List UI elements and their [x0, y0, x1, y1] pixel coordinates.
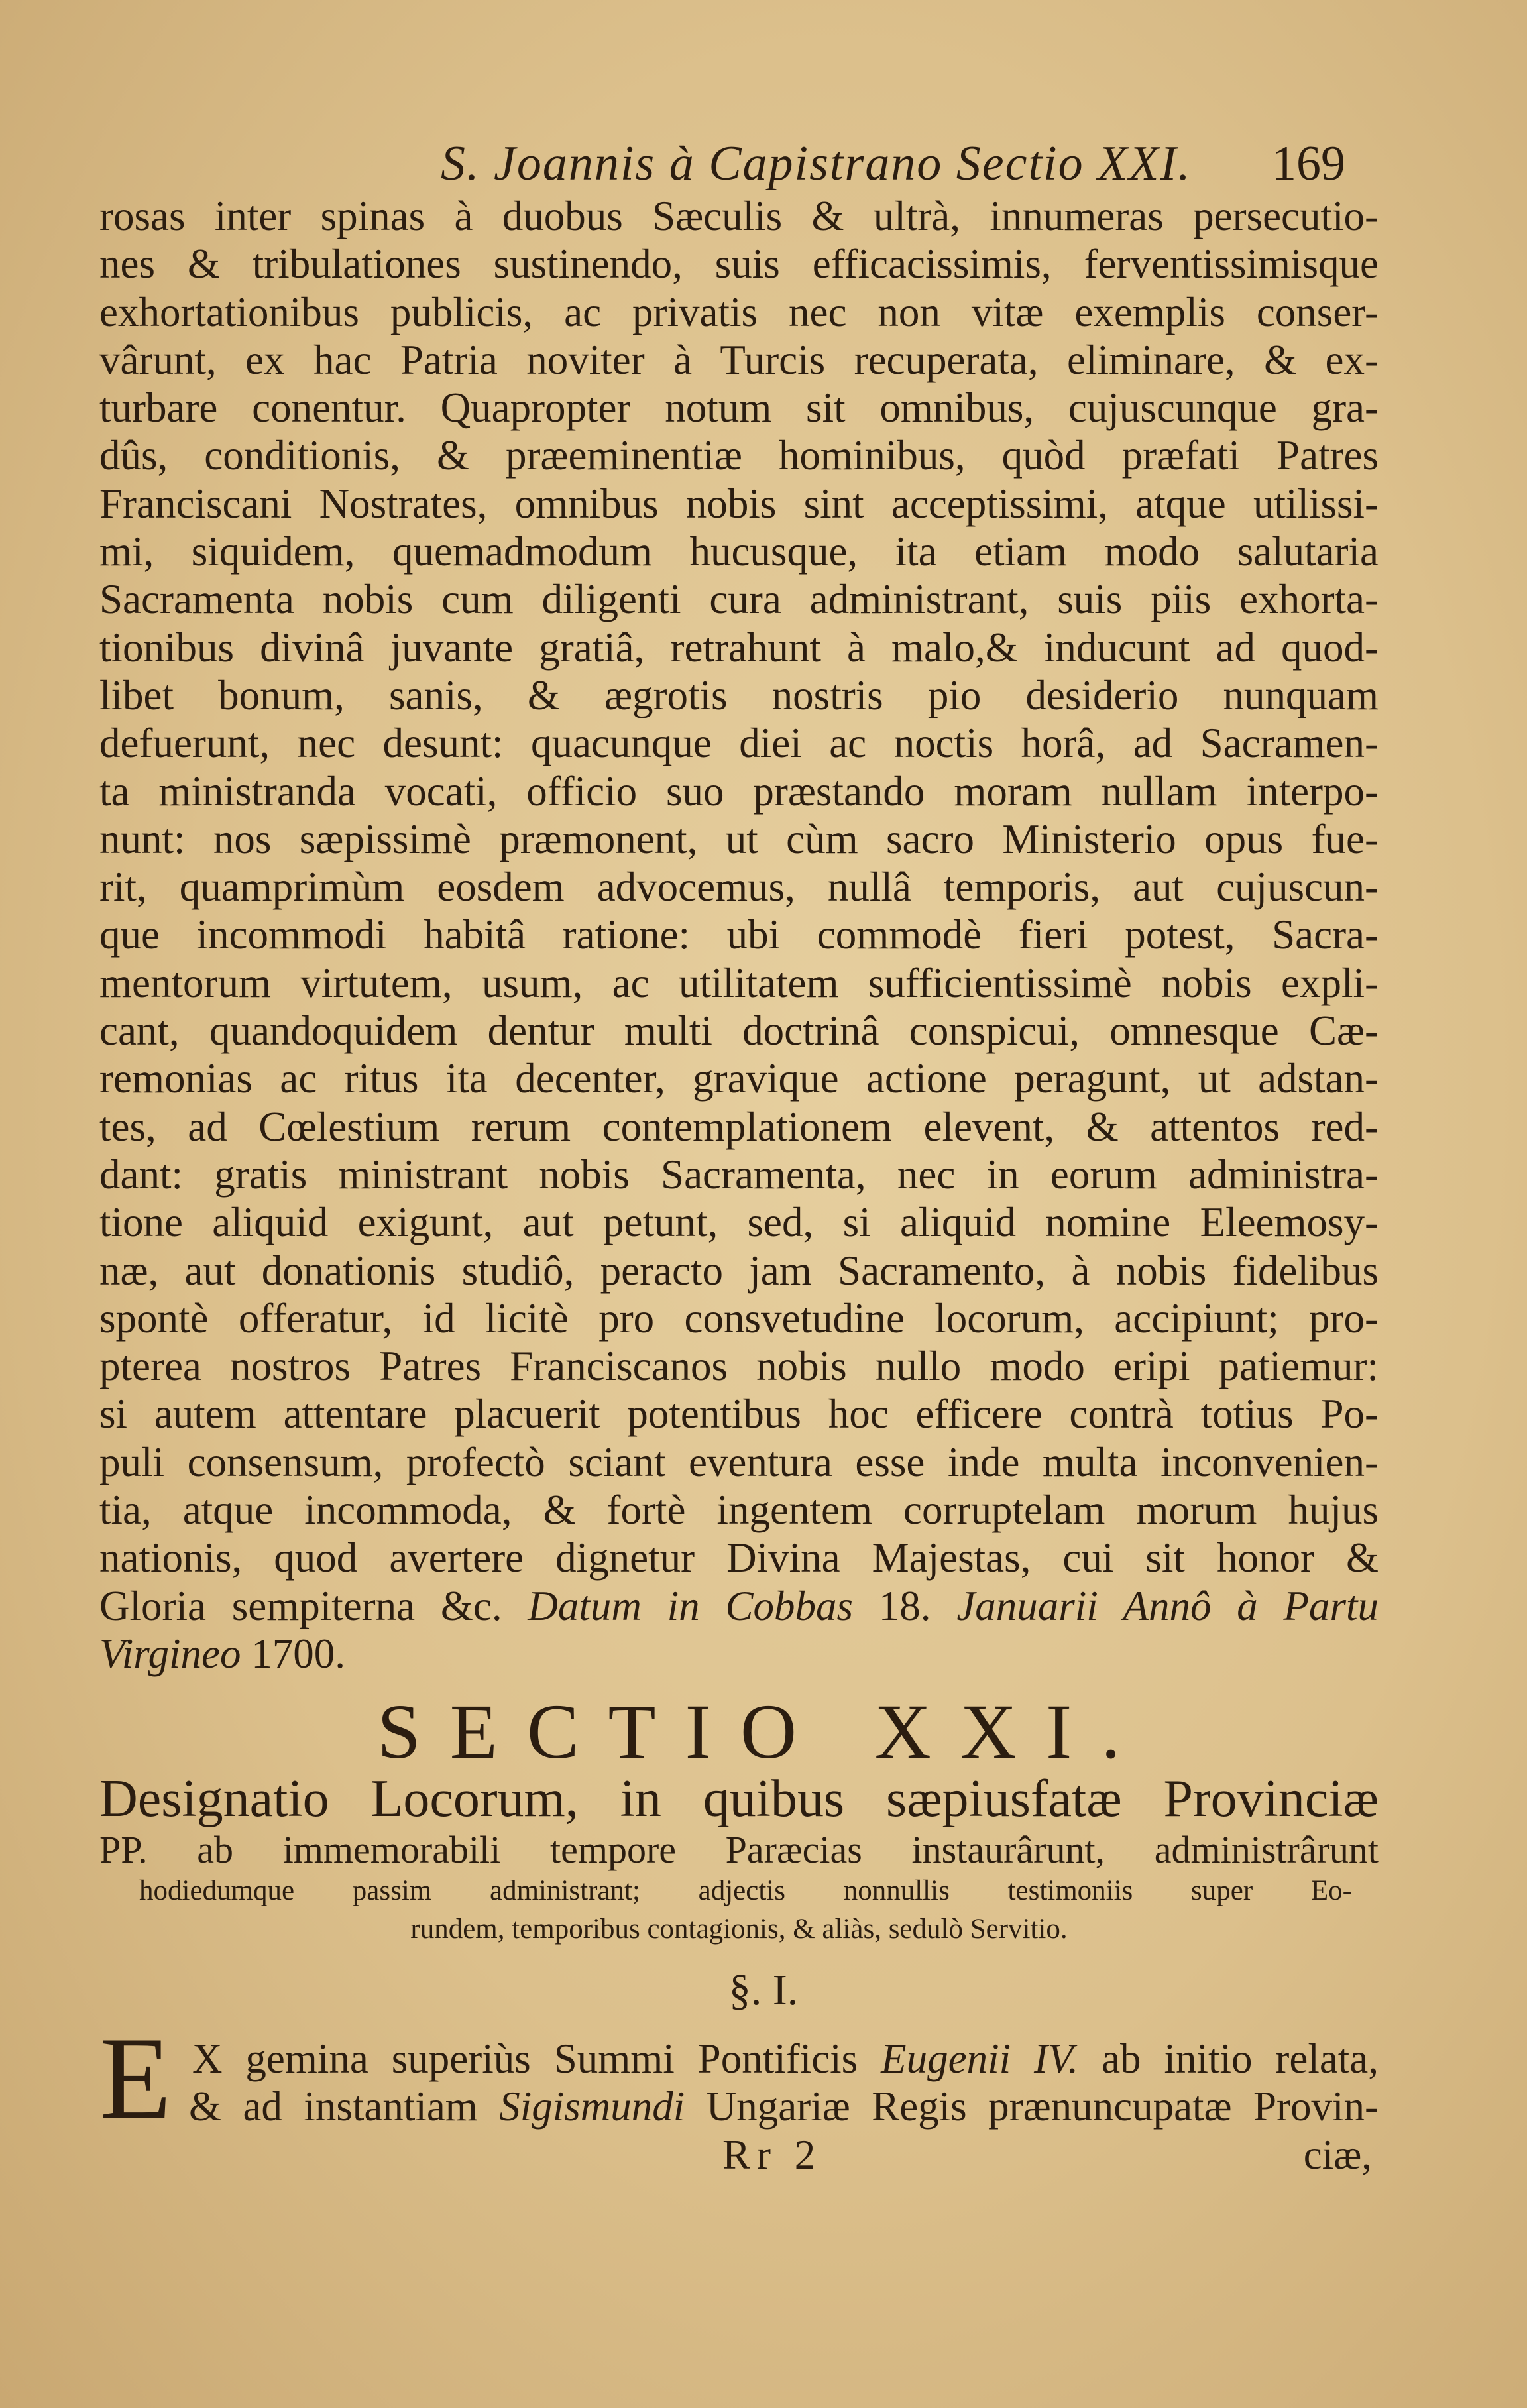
closing-text: Gloria sempiterna &c.: [99, 1582, 502, 1629]
text-line: cant, quandoquidem dentur multi doctrinâ conspicui, omnesque Cæ-: [99, 1007, 1379, 1055]
text-line: tione aliquid exigunt, aut petunt, sed, si aliquid nomine Eleemosy-: [99, 1199, 1379, 1246]
section-title-line: hodiedumque passim administrant; adjectis nonnullis testimoniis super Eo-: [139, 1875, 1352, 1906]
text-line: mentorum virtutem, usum, ac utilitatem sufficientissimè nobis expli-: [99, 959, 1379, 1006]
text-line: rit, quamprimùm eosdem advocemus, nullâ temporis, aut cujuscun-: [99, 864, 1379, 911]
section-heading: SECTIO XXI.: [377, 1688, 1150, 1775]
text-line: puli consensum, profectò sciant eventura esse inde multa inconvenien-: [99, 1438, 1379, 1485]
text-line: Franciscani Nostrates, omnibus nobis sint acceptissimi, atque utilissi-: [99, 480, 1379, 527]
closing-line: [99, 1630, 1379, 1678]
closing-line: [99, 1582, 1379, 1630]
text-line: dant: gratis ministrant nobis Sacramenta, nec in eorum administra-: [99, 1151, 1379, 1198]
text-span: X gemina superiùs Summi Pontificis: [192, 2035, 858, 2082]
closing-italic: Virgineo: [99, 1630, 241, 1677]
text-line: [192, 2035, 1379, 2083]
text-span: & ad instantiam: [189, 2083, 478, 2130]
drop-cap: E: [99, 2012, 172, 2144]
text-line: libet bonum, sanis, & ægrotis nostris pio desiderio nunquam: [99, 671, 1379, 718]
text-line: tionibus divinâ juvante gratiâ, retrahunt à malo,& inducunt ad quod-: [99, 624, 1379, 671]
closing-italic: Datum in Cobbas: [528, 1582, 854, 1629]
text-line: defuerunt, nec desunt: quacunque diei ac noctis horâ, ad Sacramen-: [99, 720, 1379, 767]
text-span: ab initio relata,: [1102, 2035, 1379, 2082]
page-number: 169: [1272, 137, 1345, 191]
text-line: rosas inter spinas à duobus Sæculis & ultrà, innumeras persecutio-: [99, 193, 1379, 239]
text-line: næ, aut donationis studiô, peracto jam Sacramento, à nobis fidelibus: [99, 1247, 1379, 1294]
text-line: nationis, quod avertere dignetur Divina Majestas, cui sit honor &: [99, 1534, 1379, 1581]
body-text: [99, 192, 1379, 1678]
page-footer: [99, 2131, 1379, 2184]
page-header: [99, 136, 1345, 196]
closing-italic: Januarii Annô à Partu: [956, 1582, 1379, 1629]
section-title-line: Designatio Locorum, in quibus sæpiusfatæ Provinciæ: [99, 1770, 1379, 1828]
text-line: tes, ad Cœlestium rerum contemplationem elevent, & attentos red-: [99, 1103, 1379, 1150]
closing-year: 1700.: [251, 1630, 345, 1677]
first-paragraph: [99, 2012, 1379, 2144]
text-line: tia, atque incommoda, & fortè ingentem corruptelam morum hujus: [99, 1487, 1379, 1534]
closing-date: 18.: [878, 1582, 931, 1629]
text-line: vârunt, ex hac Patria noviter à Turcis recuperata, eliminare, & ex-: [99, 336, 1379, 383]
text-line: remonias ac ritus ita decenter, gravique actione peragunt, ut adstan-: [99, 1055, 1379, 1102]
section-title-line: rundem, temporibus contagionis, & aliàs, sedulò Servitio.: [410, 1914, 1068, 1945]
text-span: Ungariæ Regis prænuncupatæ Provin-: [706, 2083, 1379, 2130]
signature-mark: Rr 2: [722, 2132, 822, 2178]
text-italic: Eugenii IV.: [881, 2035, 1079, 2082]
text-line: ta ministranda vocati, officio suo præstando moram nullam interpo-: [99, 768, 1379, 815]
text-line: nunt: nos sæpissimè præmonent, ut cùm sacro Ministerio opus fue-: [99, 815, 1379, 862]
text-line: spontè offeratur, id licitè pro consvetudine locorum, accipiunt; pro-: [99, 1294, 1379, 1342]
paragraph-mark: §. I.: [728, 1966, 799, 2014]
text-line: exhortationibus publicis, ac privatis nec non vitæ exemplis conser-: [99, 288, 1379, 335]
text-line: pterea nostros Patres Franciscanos nobis nullo modo eripi patiemur:: [99, 1343, 1379, 1390]
text-line: si autem attentare placuerit potentibus hoc efficere contrà totius Po-: [99, 1391, 1379, 1438]
section-title-line: PP. ab immemorabili tempore Paræcias instaurârunt, administrârunt: [99, 1828, 1379, 1871]
text-line: Sacramenta nobis cum diligenti cura administrant, suis piis exhorta-: [99, 576, 1379, 623]
text-line: mi, siquidem, quemadmodum hucusque, ita etiam modo salutaria: [99, 528, 1379, 575]
text-line: turbare conentur. Quapropter notum sit omnibus, cujuscunque gra-: [99, 384, 1379, 431]
text-italic: Sigismundi: [499, 2083, 685, 2130]
text-line: nes & tribulationes sustinendo, suis efficacissimis, ferventissimisque: [99, 241, 1379, 288]
catchword: ciæ,: [1303, 2132, 1372, 2178]
text-line: dûs, conditionis, & præeminentiæ hominibus, quòd præfati Patres: [99, 432, 1379, 479]
text-line: que incommodi habitâ ratione: ubi commodè fieri potest, Sacra-: [99, 911, 1379, 958]
running-head: S. Joannis à Capistrano Sectio XXI.: [441, 137, 1192, 191]
text-line: [189, 2083, 1379, 2131]
section-title: [99, 1770, 1379, 1949]
